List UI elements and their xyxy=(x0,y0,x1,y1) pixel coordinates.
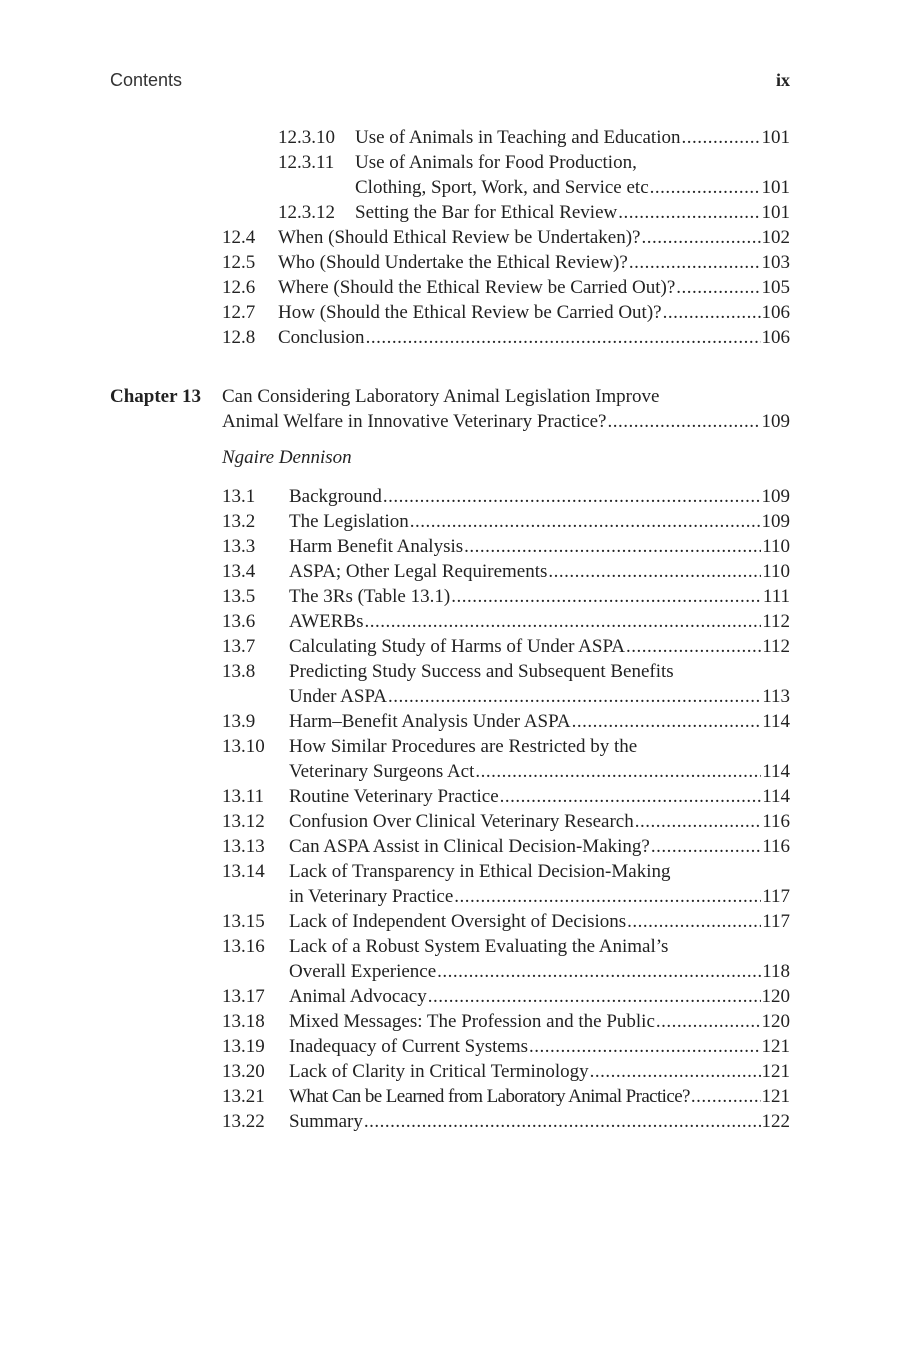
dot-leader xyxy=(364,1109,761,1134)
section-number: 13.12 xyxy=(222,811,265,832)
toc-entry[interactable] xyxy=(0,859,900,884)
section-title: Conclusion xyxy=(278,327,365,348)
page-ref: 114 xyxy=(762,786,790,807)
toc-entry[interactable] xyxy=(0,200,900,225)
dot-leader xyxy=(663,300,761,325)
section-number: 12.3.11 xyxy=(278,152,335,173)
toc-entry[interactable] xyxy=(0,934,900,959)
section-number: 13.10 xyxy=(222,736,265,757)
section-title: Inadequacy of Current Systems xyxy=(289,1036,529,1057)
page-ref: 109 xyxy=(761,411,790,432)
toc-entry[interactable] xyxy=(0,484,900,509)
dot-leader xyxy=(676,275,760,300)
chapter-label: Chapter 13 xyxy=(110,386,201,407)
toc-entry[interactable] xyxy=(0,534,900,559)
section-title: The 3Rs (Table 13.1) xyxy=(289,586,451,607)
page-ref: 117 xyxy=(762,886,790,907)
dot-leader xyxy=(607,409,760,434)
toc-entry[interactable] xyxy=(0,150,900,175)
page-ref: 105 xyxy=(761,277,790,298)
section-number: 12.5 xyxy=(222,252,256,273)
toc-entry[interactable] xyxy=(0,834,900,859)
page-ref: 101 xyxy=(761,127,790,148)
toc-entry[interactable] xyxy=(0,584,900,609)
toc-entry-continuation[interactable] xyxy=(0,884,900,909)
page-number: ix xyxy=(775,70,790,90)
page-ref: 106 xyxy=(761,302,790,323)
toc-entry[interactable] xyxy=(0,325,900,350)
page-ref: 106 xyxy=(761,327,790,348)
section-title: Confusion Over Clinical Veterinary Research xyxy=(289,811,634,832)
section-number: 12.3.10 xyxy=(278,127,335,148)
dot-leader xyxy=(464,534,761,559)
page-ref: 110 xyxy=(762,536,790,557)
toc-entry[interactable] xyxy=(0,909,900,934)
page-ref: 101 xyxy=(761,202,790,223)
section-number: 13.1 xyxy=(222,486,256,507)
section-number: 13.21 xyxy=(222,1086,265,1107)
section-title: When (Should Ethical Review be Undertaken)? xyxy=(278,227,641,248)
toc-entry[interactable] xyxy=(0,609,900,634)
dot-leader xyxy=(641,225,760,250)
section-number: 13.3 xyxy=(222,536,256,557)
page-ref: 121 xyxy=(761,1036,790,1057)
chapter-title: Animal Welfare in Innovative Veterinary Practice? xyxy=(222,411,607,432)
section-number: 13.6 xyxy=(222,611,256,632)
section-number: 13.8 xyxy=(222,661,256,682)
page-ref: 122 xyxy=(761,1111,790,1132)
section-title: Can ASPA Assist in Clinical Decision-Making? xyxy=(289,836,650,857)
section-title-line1: How Similar Procedures are Restricted by the xyxy=(289,736,638,757)
section-number: 13.4 xyxy=(222,561,256,582)
page-ref: 109 xyxy=(761,486,790,507)
toc-entry[interactable] xyxy=(0,709,900,734)
section-number: 13.17 xyxy=(222,986,265,1007)
dot-leader xyxy=(451,584,762,609)
section-title: Lack of Clarity in Critical Terminology xyxy=(289,1061,589,1082)
page-ref: 109 xyxy=(761,511,790,532)
section-title: Veterinary Surgeons Act xyxy=(289,761,475,782)
toc-entry-continuation[interactable] xyxy=(0,684,900,709)
section-number: 13.2 xyxy=(222,511,256,532)
dot-leader xyxy=(383,484,761,509)
toc-entry[interactable] xyxy=(0,225,900,250)
page-ref: 118 xyxy=(762,961,790,982)
toc-entry[interactable] xyxy=(0,1009,900,1034)
dot-leader xyxy=(651,834,761,859)
dot-leader xyxy=(590,1059,761,1084)
section-number: 12.7 xyxy=(222,302,256,323)
dot-leader xyxy=(548,559,761,584)
dot-leader xyxy=(650,175,761,200)
section-title: Harm–Benefit Analysis Under ASPA xyxy=(289,711,571,732)
dot-leader xyxy=(364,609,761,634)
dot-leader xyxy=(626,634,761,659)
toc-entry-continuation[interactable] xyxy=(0,959,900,984)
toc-entry-continuation[interactable] xyxy=(0,759,900,784)
section-number: 12.3.12 xyxy=(278,202,335,223)
section-title: Under ASPA xyxy=(289,686,388,707)
toc-entry[interactable] xyxy=(0,734,900,759)
toc-entry-continuation[interactable] xyxy=(0,175,900,200)
toc-entry[interactable] xyxy=(0,984,900,1009)
toc-entry[interactable] xyxy=(0,634,900,659)
section-number: 12.8 xyxy=(222,327,256,348)
section-number: 12.4 xyxy=(222,227,256,248)
section-title: Lack of Independent Oversight of Decisions xyxy=(289,911,627,932)
toc-entry[interactable] xyxy=(0,509,900,534)
section-number: 12.6 xyxy=(222,277,256,298)
dot-leader xyxy=(388,684,761,709)
page-ref: 103 xyxy=(761,252,790,273)
section-number: 13.7 xyxy=(222,636,256,657)
section-title: Routine Veterinary Practice xyxy=(289,786,499,807)
dot-leader xyxy=(500,784,762,809)
section-title: Where (Should the Ethical Review be Carried Out)? xyxy=(278,277,676,298)
page-ref: 102 xyxy=(761,227,790,248)
running-head-title: Contents xyxy=(110,70,183,90)
dot-leader xyxy=(656,1009,761,1034)
section-title-line1: Predicting Study Success and Subsequent Benefits xyxy=(289,661,674,682)
section-title: How (Should the Ethical Review be Carried Out)? xyxy=(278,302,662,323)
section-title: What Can be Learned from Laboratory Animal Practice? xyxy=(289,1086,690,1107)
page-ref: 121 xyxy=(761,1086,790,1107)
page-ref: 114 xyxy=(762,761,790,782)
section-title: Clothing, Sport, Work, and Service etc xyxy=(355,177,649,198)
section-title-line1: Lack of a Robust System Evaluating the Animal’s xyxy=(289,936,669,957)
page-ref: 114 xyxy=(762,711,790,732)
section-number: 13.14 xyxy=(222,861,265,882)
dot-leader xyxy=(572,709,762,734)
section-title: in Veterinary Practice xyxy=(289,886,454,907)
toc-entry[interactable] xyxy=(0,125,900,150)
section-title: Background xyxy=(289,486,382,507)
dot-leader xyxy=(428,984,761,1009)
toc-entry[interactable] xyxy=(0,809,900,834)
section-title: Who (Should Undertake the Ethical Review)? xyxy=(278,252,628,273)
dot-leader xyxy=(627,909,761,934)
page-ref: 120 xyxy=(761,986,790,1007)
dot-leader xyxy=(475,759,761,784)
dot-leader xyxy=(366,325,761,350)
section-number: 13.18 xyxy=(222,1011,265,1032)
toc-entry[interactable] xyxy=(0,559,900,584)
section-title: Animal Advocacy xyxy=(289,986,427,1007)
toc-entry[interactable] xyxy=(0,784,900,809)
running-head xyxy=(110,70,790,94)
dot-leader xyxy=(635,809,761,834)
page-ref: 111 xyxy=(762,586,790,607)
chapter-author: Ngaire Dennison xyxy=(222,447,352,468)
toc-entry[interactable] xyxy=(0,300,900,325)
dot-leader xyxy=(618,200,760,225)
toc-entry[interactable] xyxy=(0,1059,900,1084)
dot-leader xyxy=(410,509,761,534)
page-ref: 110 xyxy=(762,561,790,582)
section-title: Setting the Bar for Ethical Review xyxy=(355,202,618,223)
page-ref: 113 xyxy=(762,686,790,707)
page-ref: 101 xyxy=(761,177,790,198)
section-title: Calculating Study of Harms of Under ASPA xyxy=(289,636,626,657)
section-title: Use of Animals in Teaching and Education xyxy=(355,127,681,148)
section-number: 13.13 xyxy=(222,836,265,857)
chapter-title-line1: Can Considering Laboratory Animal Legislation Improve xyxy=(222,386,660,407)
toc-entry[interactable] xyxy=(0,275,900,300)
section-title: Summary xyxy=(289,1111,363,1132)
dot-leader xyxy=(454,884,761,909)
section-title: Overall Experience xyxy=(289,961,437,982)
dot-leader xyxy=(629,250,761,275)
section-number: 13.11 xyxy=(222,786,265,807)
dot-leader xyxy=(681,125,760,150)
section-title: ASPA; Other Legal Requirements xyxy=(289,561,548,582)
page-ref: 116 xyxy=(762,811,790,832)
page-ref: 120 xyxy=(761,1011,790,1032)
section-number: 13.9 xyxy=(222,711,256,732)
toc-entry[interactable] xyxy=(0,659,900,684)
section-number: 13.15 xyxy=(222,911,265,932)
section-number: 13.22 xyxy=(222,1111,265,1132)
dot-leader xyxy=(691,1084,761,1109)
toc-entry[interactable] xyxy=(0,1109,900,1134)
page-ref: 112 xyxy=(762,636,790,657)
toc-entry[interactable] xyxy=(0,1034,900,1059)
page-ref: 116 xyxy=(762,836,790,857)
toc-entry[interactable] xyxy=(0,1084,900,1109)
section-title: The Legislation xyxy=(289,511,409,532)
section-number: 13.16 xyxy=(222,936,265,957)
page-ref: 112 xyxy=(762,611,790,632)
dot-leader xyxy=(437,959,761,984)
section-title: Mixed Messages: The Profession and the Public xyxy=(289,1011,655,1032)
section-number: 13.19 xyxy=(222,1036,265,1057)
dot-leader xyxy=(529,1034,760,1059)
section-title-line1: Use of Animals for Food Production, xyxy=(355,152,637,173)
section-title-line1: Lack of Transparency in Ethical Decision-Making xyxy=(289,861,671,882)
page-ref: 117 xyxy=(762,911,790,932)
section-number: 13.20 xyxy=(222,1061,265,1082)
toc-entry[interactable] xyxy=(0,250,900,275)
section-title: Harm Benefit Analysis xyxy=(289,536,464,557)
section-title: AWERBs xyxy=(289,611,364,632)
section-number: 13.5 xyxy=(222,586,256,607)
page-ref: 121 xyxy=(761,1061,790,1082)
